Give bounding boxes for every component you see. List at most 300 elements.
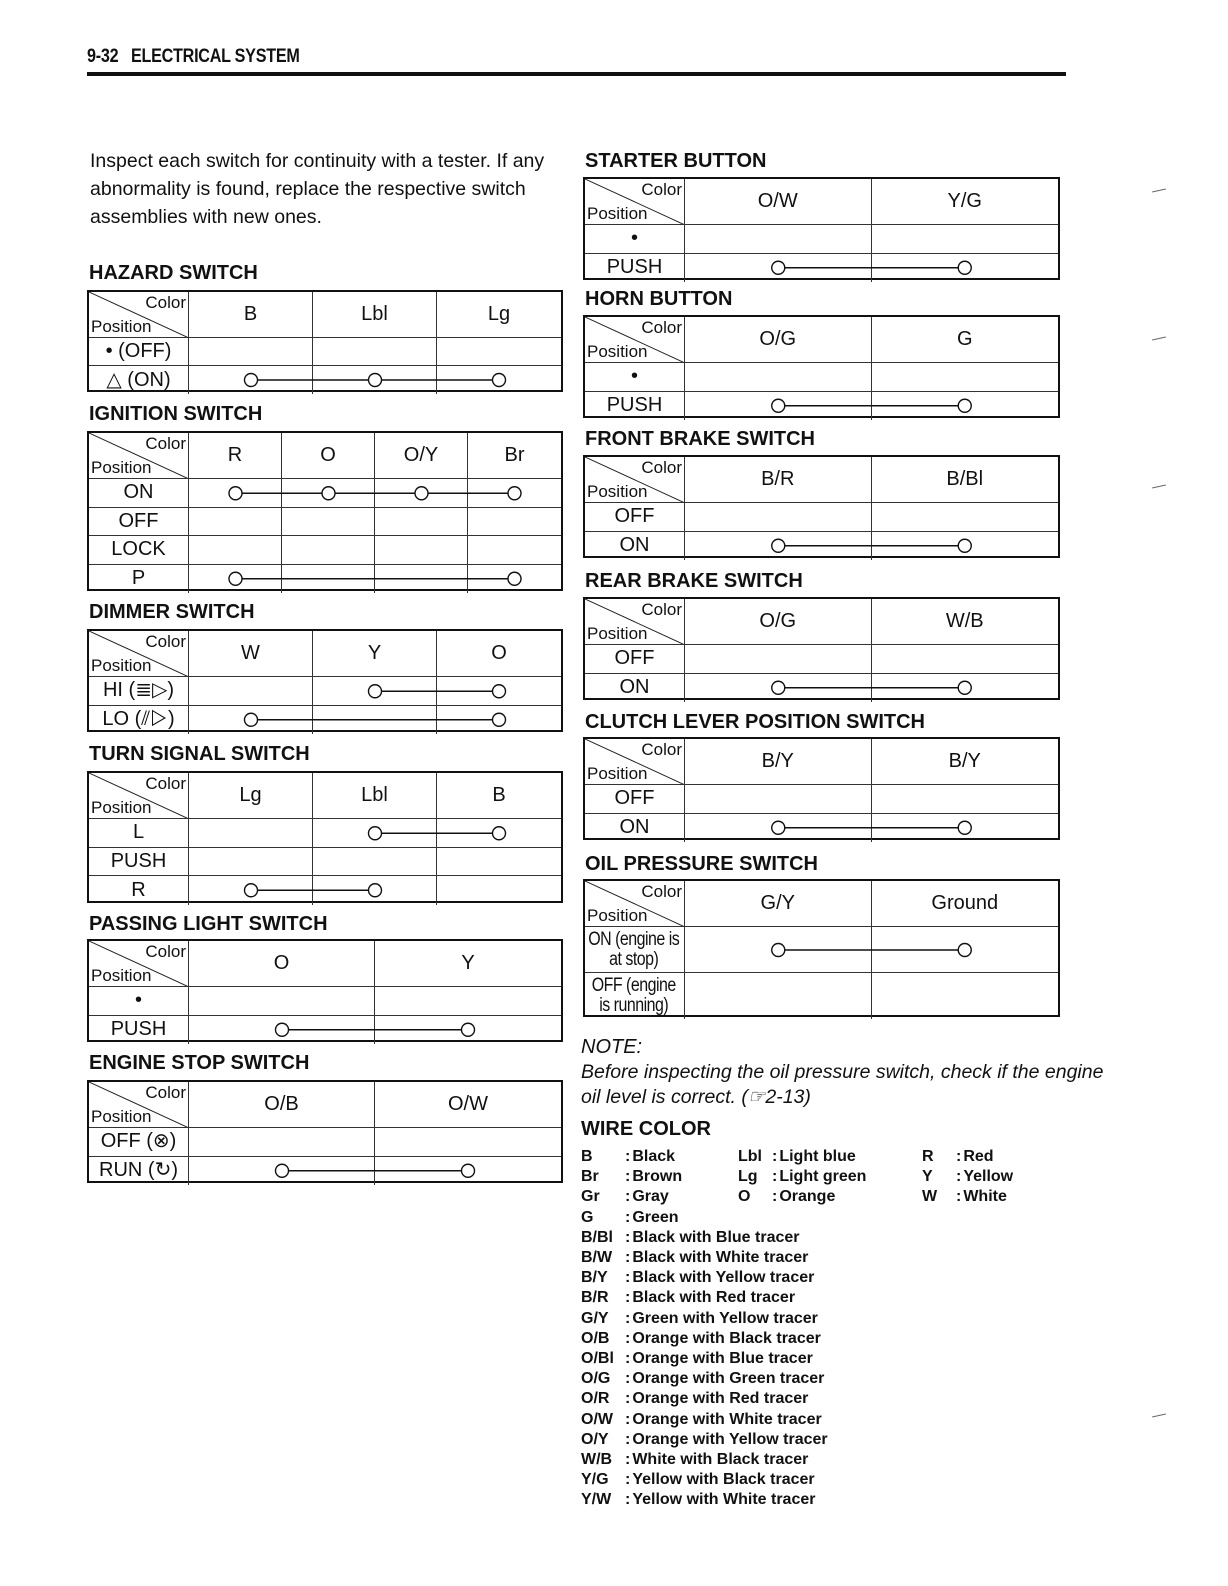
wire-name: Yellow with Black tracer [632,1471,815,1489]
wire-color-entry [581,1148,675,1166]
switch-title: HORN BUTTON [585,288,733,310]
wire-code: Y [922,1168,933,1186]
column-header: O/W [375,1082,561,1128]
position-label: LOCK [111,538,166,561]
wire-name: Light green [779,1168,867,1186]
position-cell [585,363,685,392]
wire-color-entry [581,1390,808,1408]
separator: : [625,1491,631,1509]
wire-color-entry [581,1491,815,1509]
continuity-cell [437,366,561,394]
corner-color-label: Color [641,740,682,759]
separator: : [625,1451,631,1468]
position-label: • [630,227,638,250]
position-cell [585,973,685,1019]
position-label: LO (⫽▷) [102,708,175,731]
column-header: W/B [872,599,1059,645]
wire-color-entry [581,1370,824,1388]
wire-name: Orange with White tracer [632,1410,822,1428]
wire-code: Gr [581,1188,600,1206]
position-cell [89,479,189,508]
corner-color-label: Color [145,632,186,651]
wire-code: R [922,1148,934,1165]
continuity-cell [872,814,1059,843]
switch-table [87,1080,563,1183]
wire-code: W/B [581,1451,613,1468]
corner-color-label: Color [145,293,186,312]
wire-color-entry [581,1209,679,1227]
column-header: Y/G [872,179,1059,225]
separator: : [772,1168,778,1186]
switch-table [583,737,1060,840]
column-header: R [189,433,282,479]
corner-position-label: Position [91,798,152,817]
continuity-cell [189,366,313,394]
column-header: O/G [685,599,872,645]
continuity-cell [685,927,872,973]
color-position-header [585,457,685,503]
separator: : [956,1148,962,1165]
color-position-header [89,433,189,479]
corner-color-label: Color [641,600,682,619]
switch-table [583,455,1060,558]
wire-name: Light blue [779,1148,856,1165]
wire-color-entry [581,1188,669,1206]
wire-code: B/Y [581,1269,608,1287]
corner-position-label: Position [91,317,152,336]
separator: : [772,1188,778,1206]
switch-table [87,629,563,732]
continuity-cell [468,565,561,594]
column-header: Br [468,433,561,479]
position-label: L [132,821,145,844]
position-cell [89,1157,189,1186]
page-number: 9-32 [87,46,119,67]
wire-name: Red [963,1148,994,1165]
column-header: Lbl [313,292,437,338]
continuity-cell [872,532,1059,561]
column-header: B/Y [685,739,872,785]
separator: : [625,1390,631,1408]
column-header: B/R [685,457,872,503]
continuity-cell [189,819,313,848]
color-position-header [585,179,685,225]
separator: : [625,1188,631,1206]
position-label: △ (ON) [106,368,171,391]
wire-code: O [738,1188,751,1206]
column-header: B [437,773,561,819]
continuity-cell [437,338,561,366]
corner-color-label: Color [145,434,186,453]
margin-mark [1152,1414,1166,1418]
continuity-cell [189,536,282,565]
color-position-header [89,941,189,987]
switch-title: TURN SIGNAL SWITCH [89,743,310,765]
corner-position-label: Position [91,656,152,675]
separator: : [625,1269,631,1287]
continuity-cell [375,1157,561,1186]
switch-title: PASSING LIGHT SWITCH [89,913,328,935]
column-header: Lg [189,773,313,819]
wire-name: Green [632,1208,679,1226]
continuity-cell [872,392,1059,421]
margin-mark [1152,485,1166,489]
column-header: Lg [437,292,561,338]
wire-code: B/Bl [581,1228,613,1246]
continuity-cell [685,645,872,674]
position-label: RUN (↻) [99,1159,178,1182]
separator: : [625,1148,631,1165]
wire-code: Lbl [738,1148,762,1165]
position-cell [585,532,685,561]
intro-paragraph: Inspect each switch for continuity with a tester. If any abnormality is found, replace the respective switch assemblies with new ones. [90,150,545,228]
wire-color-entry [581,1249,808,1267]
continuity-cell [189,706,313,735]
continuity-cell [189,508,282,537]
wire-color-entry [581,1451,808,1469]
wire-name: Orange with Red tracer [632,1390,809,1408]
continuity-cell [872,503,1059,532]
continuity-cell [313,677,437,706]
wire-color-entry [922,1188,1007,1206]
wire-name: Black with White tracer [632,1249,809,1266]
wire-code: W [922,1188,938,1206]
corner-position-label: Position [587,342,648,361]
color-position-header [89,631,189,677]
continuity-cell [282,565,375,594]
corner-color-label: Color [641,458,682,477]
wire-code: O/G [581,1370,611,1388]
switch-title: HAZARD SWITCH [89,262,258,284]
separator: : [956,1168,962,1186]
corner-position-label: Position [91,1107,152,1126]
wire-code: B/R [581,1289,609,1307]
separator: : [625,1350,631,1367]
continuity-cell [189,1016,375,1045]
wire-name: Yellow with White tracer [632,1491,816,1509]
position-cell [89,366,189,394]
wire-color-entry [738,1188,835,1206]
continuity-cell [685,503,872,532]
position-cell [585,254,685,283]
continuity-cell [685,254,872,283]
continuity-cell [189,876,313,905]
separator: : [625,1410,631,1428]
corner-position-label: Position [587,624,648,643]
continuity-cell [189,987,375,1016]
column-header: Y [313,631,437,677]
wire-name: Gray [632,1188,669,1206]
column-header: O/Y [375,433,468,479]
column-header: Lbl [313,773,437,819]
separator: : [625,1168,631,1186]
wire-name: Orange with Blue tracer [632,1350,813,1367]
position-label: OFF [614,647,655,670]
continuity-cell [468,479,561,508]
position-cell [585,392,685,421]
color-position-header [89,292,189,338]
switch-title: CLUTCH LEVER POSITION SWITCH [585,711,925,733]
wire-color-entry [922,1148,994,1166]
continuity-cell [375,508,468,537]
position-cell [89,848,189,877]
color-position-header [89,773,189,819]
continuity-cell [313,876,437,905]
position-label: R [131,878,146,901]
wire-code: B/W [581,1249,613,1266]
position-label: PUSH [606,256,663,279]
continuity-cell [282,508,375,537]
position-cell [585,645,685,674]
corner-position-label: Position [587,482,648,501]
separator: : [625,1370,631,1388]
wire-color-entry [581,1350,813,1368]
position-cell [585,503,685,532]
separator: : [625,1471,631,1489]
wire-name: Yellow [963,1168,1014,1186]
continuity-cell [189,1157,375,1186]
separator: : [772,1148,778,1165]
position-label: ON [619,816,650,839]
note-text: Before inspecting the oil pressure switch, check if the engine oil level is correct. (☞2-13) [581,1061,1104,1108]
wire-code: G/Y [581,1309,609,1327]
column-header: G/Y [685,881,872,927]
continuity-cell [872,645,1059,674]
position-cell [585,785,685,814]
switch-table [87,939,563,1042]
corner-position-label: Position [587,764,648,783]
switch-table [583,177,1060,280]
continuity-cell [375,1128,561,1157]
wire-color-entry [738,1168,866,1186]
continuity-cell [282,536,375,565]
continuity-cell [313,366,437,394]
wire-color-entry [581,1168,682,1186]
switch-title: ENGINE STOP SWITCH [89,1052,310,1074]
wire-code: O/W [581,1410,613,1428]
continuity-cell [313,338,437,366]
switch-table [87,290,563,392]
continuity-cell [468,536,561,565]
position-label: P [131,567,146,590]
corner-color-label: Color [641,882,682,901]
separator: : [625,1430,631,1448]
continuity-cell [468,508,561,537]
wire-name: Orange with Green tracer [632,1370,825,1388]
continuity-cell [189,565,282,594]
position-label: OFF [614,787,655,810]
continuity-cell [685,814,872,843]
continuity-cell [375,987,561,1016]
column-header: O [282,433,375,479]
section-title: ELECTRICAL SYSTEM [131,46,300,67]
page-header [87,46,300,68]
switch-title: FRONT BRAKE SWITCH [585,428,815,450]
position-cell [89,987,189,1016]
continuity-cell [685,392,872,421]
position-cell [585,927,685,973]
column-header: Ground [872,881,1059,927]
column-header: O [189,941,375,987]
wire-code: O/R [581,1390,610,1408]
corner-color-label: Color [641,180,682,199]
continuity-cell [375,565,468,594]
separator: : [625,1289,631,1307]
continuity-cell [313,706,437,735]
position-label: OFF [614,505,655,528]
continuity-cell [685,674,872,703]
position-cell [585,814,685,843]
wire-code: B [581,1148,593,1165]
wire-name: Black with Red tracer [632,1289,796,1307]
wire-code: Lg [738,1168,758,1186]
corner-position-label: Position [587,204,648,223]
position-label: PUSH [110,1018,167,1041]
wire-name: Black [632,1148,676,1165]
continuity-cell [685,532,872,561]
switch-title: OIL PRESSURE SWITCH [585,853,818,875]
position-cell [89,677,189,706]
wire-color-entry [581,1289,795,1307]
continuity-cell [375,1016,561,1045]
corner-position-label: Position [91,966,152,985]
continuity-cell [872,927,1059,973]
continuity-cell [872,254,1059,283]
wire-name: Black with Yellow tracer [632,1269,815,1287]
wire-name: Orange with Yellow tracer [632,1430,828,1448]
continuity-cell [189,848,313,877]
column-header: O/W [685,179,872,225]
position-label: OFF (engine is running) [591,975,676,1016]
continuity-cell [313,848,437,877]
position-label: ON [619,676,650,699]
wire-code: O/Y [581,1430,609,1448]
corner-position-label: Position [91,458,152,477]
margin-mark [1152,189,1166,193]
continuity-cell [872,363,1059,392]
column-header: O/B [189,1082,375,1128]
wire-code: Y/G [581,1471,609,1489]
position-cell [89,1128,189,1157]
position-label: ON [123,481,154,504]
separator: : [625,1228,631,1246]
corner-color-label: Color [641,318,682,337]
position-label: • (OFF) [105,340,172,362]
switch-title: REAR BRAKE SWITCH [585,570,803,592]
switch-title: IGNITION SWITCH [89,403,263,425]
continuity-cell [437,876,561,905]
continuity-cell [189,1128,375,1157]
column-header: O/G [685,317,872,363]
wire-color-entry [922,1168,1013,1186]
switch-table [583,597,1060,700]
wire-name: Brown [632,1168,683,1186]
position-label: ON (engine is at stop) [588,928,680,970]
continuity-cell [313,819,437,848]
wire-code: O/Bl [581,1350,614,1367]
continuity-cell [437,706,561,735]
column-header: O [437,631,561,677]
color-position-header [585,739,685,785]
corner-position-label: Position [587,906,648,925]
continuity-cell [437,848,561,877]
position-cell [89,819,189,848]
wire-name: Black with Blue tracer [632,1228,800,1246]
note-heading: NOTE: [581,1036,643,1058]
continuity-cell [872,973,1059,1019]
position-label: • [630,365,638,388]
continuity-cell [872,225,1059,254]
wire-name: White with Black tracer [632,1451,809,1468]
continuity-cell [282,479,375,508]
switch-table [87,771,563,903]
separator: : [625,1208,631,1226]
wire-color-entry [581,1310,818,1328]
position-cell [89,706,189,735]
position-label: PUSH [606,394,663,417]
wire-name: Green with Yellow tracer [632,1309,818,1327]
switch-title: DIMMER SWITCH [89,601,255,623]
continuity-cell [375,536,468,565]
continuity-cell [685,363,872,392]
corner-color-label: Color [145,774,186,793]
position-label: OFF [118,509,159,532]
color-position-header [585,881,685,927]
wire-color-entry [581,1431,828,1449]
position-cell [585,674,685,703]
position-cell [89,536,189,565]
wire-code: Br [581,1168,599,1186]
color-position-header [585,317,685,363]
wire-code: O/B [581,1329,610,1347]
position-cell [89,1016,189,1045]
column-header: Y [375,941,561,987]
position-label: PUSH [110,849,167,872]
position-cell [585,225,685,254]
column-header: B/Bl [872,457,1059,503]
position-cell [89,565,189,594]
continuity-cell [437,819,561,848]
position-label: OFF (⊗) [100,1130,177,1153]
switch-title: STARTER BUTTON [585,150,767,172]
color-position-header [89,1082,189,1128]
color-position-header [585,599,685,645]
continuity-cell [375,479,468,508]
wire-name: Orange with Black tracer [632,1329,821,1347]
margin-mark [1152,337,1166,341]
continuity-cell [189,677,313,706]
continuity-cell [685,785,872,814]
position-label: ON [619,534,650,557]
separator: : [625,1249,631,1266]
corner-color-label: Color [145,1083,186,1102]
continuity-cell [189,479,282,508]
column-header: B [189,292,313,338]
continuity-cell [437,677,561,706]
separator: : [956,1188,962,1206]
column-header: G [872,317,1059,363]
continuity-cell [685,225,872,254]
position-label: • [134,989,142,1012]
separator: : [625,1309,631,1327]
corner-color-label: Color [145,942,186,961]
position-cell [89,876,189,905]
position-cell [89,508,189,537]
switch-table [87,431,563,591]
continuity-cell [189,338,313,366]
wire-name: White [963,1188,1007,1206]
switch-table [583,315,1060,418]
